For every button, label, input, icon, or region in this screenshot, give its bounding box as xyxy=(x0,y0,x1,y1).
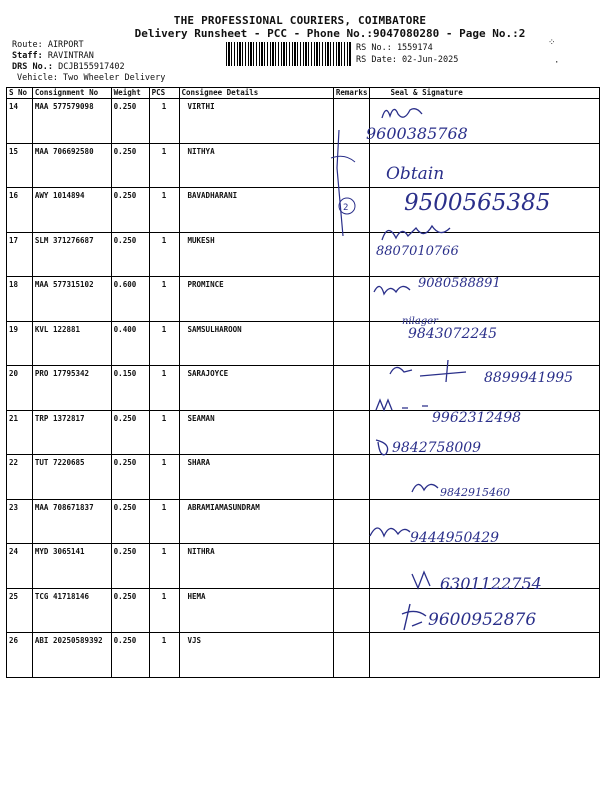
cell-consignment: TCG 41718146 xyxy=(32,588,111,633)
col-signature: Seal & Signature xyxy=(370,88,600,99)
cell-signature xyxy=(370,633,600,678)
rs-number: RS No.: 1559174 xyxy=(356,43,433,53)
cell-consignment: SLM 371276687 xyxy=(32,232,111,277)
cell-consignee: SHARA xyxy=(179,455,333,500)
barcode xyxy=(226,42,351,66)
cell-consignment: AWY 1014894 xyxy=(32,188,111,233)
cell-sno: 21 xyxy=(7,410,33,455)
cell-pcs: 1 xyxy=(149,188,179,233)
cell-consignment: MAA 708671837 xyxy=(32,499,111,544)
table-row xyxy=(7,455,600,500)
table-row xyxy=(7,99,600,144)
cell-pcs: 1 xyxy=(149,633,179,678)
handwritten-phone: 9842758009 xyxy=(392,440,482,456)
cell-consignment: KVL 122881 xyxy=(32,321,111,366)
cell-weight: 0.250 xyxy=(111,143,149,188)
cell-consignee: SEAMAN xyxy=(179,410,333,455)
svg-text:2: 2 xyxy=(343,203,349,213)
cell-pcs: 1 xyxy=(149,455,179,500)
cell-sno: 26 xyxy=(7,633,33,678)
cell-consignee: PROMINCE xyxy=(179,277,333,322)
cell-consignment: MAA 706692580 xyxy=(32,143,111,188)
signature-scribble xyxy=(408,474,444,498)
cell-sno: 20 xyxy=(7,366,33,411)
cell-remarks xyxy=(333,410,370,455)
table-row xyxy=(7,277,600,322)
cell-weight: 0.400 xyxy=(111,321,149,366)
cell-consignee: BAVADHARANI xyxy=(179,188,333,233)
cell-pcs: 1 xyxy=(149,410,179,455)
cell-pcs: 1 xyxy=(149,366,179,411)
cell-consignee: SARAJOYCE xyxy=(179,366,333,411)
cell-sno: 14 xyxy=(7,99,33,144)
cell-remarks xyxy=(333,588,370,633)
rs-date: RS Date: 02-Jun-2025 xyxy=(356,55,459,65)
cell-remarks xyxy=(333,544,370,589)
cell-weight: 0.250 xyxy=(111,410,149,455)
staff-label: Staff: xyxy=(12,51,43,61)
corner-mark: ⁘ xyxy=(548,38,556,48)
signature-scribble xyxy=(378,220,458,246)
staff-row xyxy=(12,51,94,61)
cell-remarks xyxy=(333,321,370,366)
cell-sno: 16 xyxy=(7,188,33,233)
cell-sno: 24 xyxy=(7,544,33,589)
handwritten-phone: 9444950429 xyxy=(410,530,500,546)
cell-consignee: NITHRA xyxy=(179,544,333,589)
staff-name: RAVINTRAN xyxy=(47,51,94,61)
cell-consignment: TRP 1372817 xyxy=(32,410,111,455)
cell-consignee: SAMSULHAROON xyxy=(179,321,333,366)
signature-scribble xyxy=(370,278,420,302)
corner-mark: · xyxy=(554,58,560,68)
col-consignee: Consignee Details xyxy=(179,88,333,99)
cell-remarks xyxy=(333,633,370,678)
cell-consignment: PRO 17795342 xyxy=(32,366,111,411)
signature-scribble xyxy=(408,568,438,592)
cell-consignee: NITHYA xyxy=(179,143,333,188)
table-row xyxy=(7,321,600,366)
cell-sno: 23 xyxy=(7,499,33,544)
cell-pcs: 1 xyxy=(149,232,179,277)
cell-weight: 0.250 xyxy=(111,544,149,589)
cell-sno: 15 xyxy=(7,143,33,188)
route-label: Route: AIRPORT xyxy=(12,40,84,50)
handwritten-phone: 9600385768 xyxy=(366,124,468,143)
cell-remarks xyxy=(333,277,370,322)
cell-pcs: 1 xyxy=(149,588,179,633)
signature-scribble xyxy=(386,358,476,384)
cell-remarks xyxy=(333,232,370,277)
table-row xyxy=(7,499,600,544)
cell-consignee: VIRTHI xyxy=(179,99,333,144)
cell-weight: 0.250 xyxy=(111,499,149,544)
col-consignment: Consignment No xyxy=(32,88,111,99)
handwritten-phone: 8807010766 xyxy=(376,244,459,259)
cell-remarks xyxy=(333,455,370,500)
cell-weight: 0.150 xyxy=(111,366,149,411)
cell-consignment: ABI 20250589392 xyxy=(32,633,111,678)
signature-scribble xyxy=(366,518,414,548)
col-weight: Weight xyxy=(111,88,149,99)
table-row xyxy=(7,143,600,188)
handwritten-phone: 9600952876 xyxy=(428,610,537,630)
cell-pcs: 1 xyxy=(149,143,179,188)
col-pcs: PCS xyxy=(149,88,179,99)
handwritten-phone: 9962312498 xyxy=(432,410,522,426)
cell-weight: 0.250 xyxy=(111,588,149,633)
cell-sno: 19 xyxy=(7,321,33,366)
col-remarks: Remarks xyxy=(333,88,370,99)
cell-consignment: MAA 577315102 xyxy=(32,277,111,322)
vehicle-label: Vehicle: Two Wheeler Delivery xyxy=(17,73,166,83)
table-row xyxy=(7,232,600,277)
handwritten-phone: 9842915460 xyxy=(440,486,510,499)
handwritten-phone: 9500565385 xyxy=(404,190,551,216)
runsheet-subtitle: Delivery Runsheet - PCC - Phone No.:9047080280 - Page No.:2 xyxy=(134,27,526,40)
cell-pcs: 1 xyxy=(149,321,179,366)
company-title: THE PROFESSIONAL COURIERS, COIMBATORE xyxy=(173,14,427,27)
cell-weight: 0.250 xyxy=(111,633,149,678)
cell-remarks xyxy=(333,499,370,544)
cell-weight: 0.250 xyxy=(111,455,149,500)
cell-weight: 0.250 xyxy=(111,232,149,277)
cell-pcs: 1 xyxy=(149,544,179,589)
cell-weight: 0.250 xyxy=(111,188,149,233)
cell-consignment: MYD 3065141 xyxy=(32,544,111,589)
pen-stroke-mark xyxy=(325,128,365,238)
cell-pcs: 1 xyxy=(149,277,179,322)
cell-consignment: TUT 7220685 xyxy=(32,455,111,500)
handwritten-signature: Obtain xyxy=(386,164,445,184)
handwritten-signature: nilager xyxy=(402,316,438,327)
drs-number: DCJB155917402 xyxy=(58,62,125,72)
cell-sno: 18 xyxy=(7,277,33,322)
handwritten-phone: 8899941995 xyxy=(484,370,574,386)
cell-consignee: MUKESH xyxy=(179,232,333,277)
drs-row xyxy=(12,62,125,72)
cell-sno: 22 xyxy=(7,455,33,500)
handwritten-phone: 9080588891 xyxy=(418,276,501,291)
cell-consignee: VJS xyxy=(179,633,333,678)
cell-sno: 25 xyxy=(7,588,33,633)
cell-sno: 17 xyxy=(7,232,33,277)
cell-weight: 0.600 xyxy=(111,277,149,322)
cell-pcs: 1 xyxy=(149,99,179,144)
cell-consignee: ABRAMIAMASUNDRAM xyxy=(179,499,333,544)
col-sno: S No xyxy=(7,88,33,99)
cell-remarks xyxy=(333,366,370,411)
table-header xyxy=(7,88,600,99)
handwritten-phone: 6301122754 xyxy=(440,574,542,593)
cell-weight: 0.250 xyxy=(111,99,149,144)
drs-label: DRS No.: xyxy=(12,62,53,72)
cell-consignee: HEMA xyxy=(179,588,333,633)
table-row xyxy=(7,633,600,678)
handwritten-phone: 9843072245 xyxy=(408,326,498,342)
cell-consignment: MAA 577579098 xyxy=(32,99,111,144)
cell-pcs: 1 xyxy=(149,499,179,544)
signature-scribble xyxy=(398,600,432,634)
